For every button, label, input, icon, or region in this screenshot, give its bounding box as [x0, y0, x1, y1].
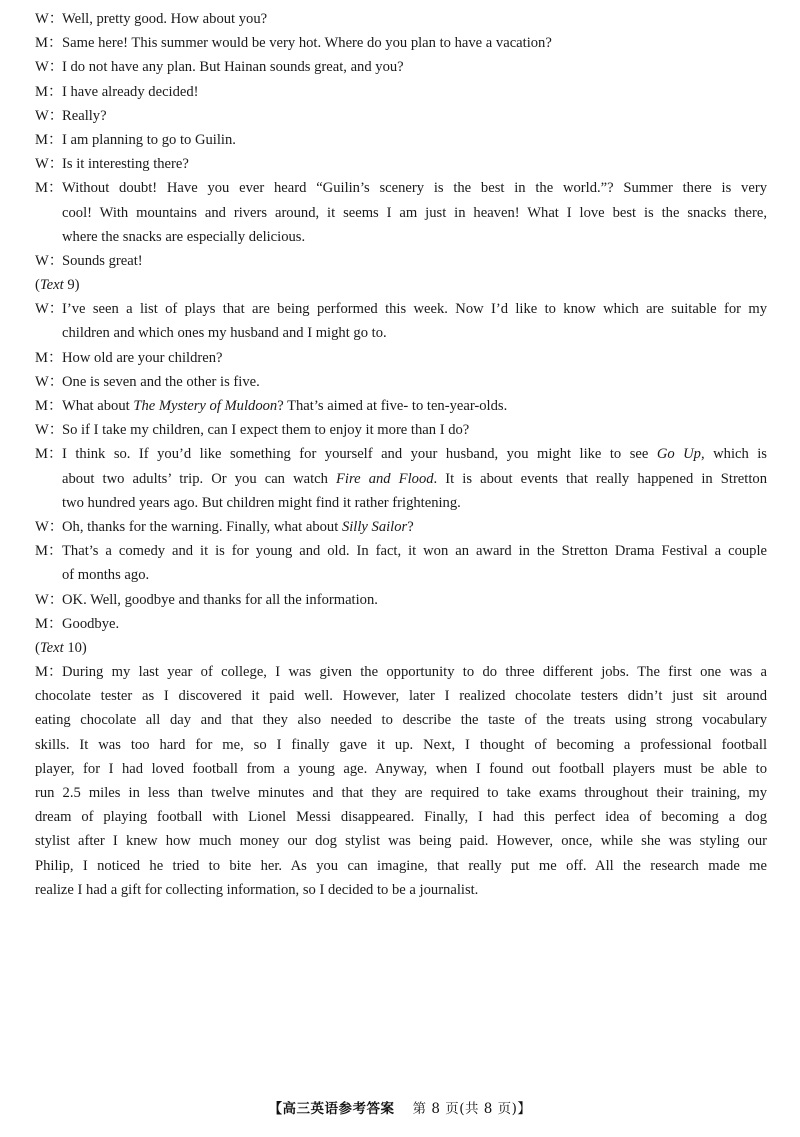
- speaker-label: W：: [35, 59, 64, 76]
- dialogue-line: [35, 31, 767, 55]
- dialogue-line: [35, 612, 767, 636]
- dialogue-text: Is it interesting there?: [62, 156, 189, 173]
- speaker-label: W：: [35, 11, 64, 27]
- speaker-label: W：: [35, 422, 64, 439]
- dialogue-line: [35, 104, 767, 128]
- dialogue-continuation: [35, 321, 767, 345]
- dialogue-line: [35, 346, 767, 370]
- dialogue-line: [35, 418, 767, 442]
- dialogue-text: Really?: [62, 107, 107, 124]
- dialogue-text: One is seven and the other is five.: [62, 373, 260, 390]
- dialogue-line: W：Oh, thanks for the warning. Finally, what about Silly Sailor?: [35, 515, 767, 539]
- dialogue-text: Well, pretty good. How about you?: [62, 11, 268, 27]
- dialogue-line: [35, 55, 767, 79]
- dialogue-text: So if I take my children, can I expect them to enjoy it more than I do?: [62, 422, 470, 439]
- monologue-line: dream of playing football with Lionel Messi disappeared. Finally, I had this perfect idea of becoming a dog: [35, 809, 767, 826]
- dialogue-line: [35, 249, 767, 273]
- dialogue-continuation: [35, 563, 767, 587]
- dialogue-text: cool! With mountains and rivers around, it seems I am just in heaven! What I love best is the snacks there,: [62, 204, 767, 221]
- speaker-label: M：: [35, 615, 63, 632]
- dialogue-text: I’ve seen a list of plays that are being performed this week. Now I’d like to know which are suitable for my: [62, 301, 767, 318]
- play-title: Silly Sailor: [341, 518, 408, 535]
- speaker-label: W：: [35, 518, 64, 535]
- speaker-label: M：: [35, 180, 63, 197]
- dialogue-line: M：I think so. If you’d like something for yourself and your husband, you might like to see Go Up, which is: [35, 442, 767, 466]
- monologue-line: Philip, I noticed he tried to bite her. As you can imagine, that really put me off. All the research made me: [35, 857, 767, 874]
- document-page: [35, 7, 767, 902]
- monologue-line: [35, 660, 767, 684]
- dialogue-line: [35, 80, 767, 104]
- dialogue-text: I do not have any plan. But Hainan sounds great, and you?: [62, 59, 404, 76]
- speaker-label: W：: [35, 107, 64, 124]
- speaker-label: M：: [35, 543, 63, 560]
- section-heading-text-9: (Text 9): [35, 277, 80, 294]
- dialogue-text: Without doubt! Have you ever heard “Guilin’s scenery is the best in the world.”? Summer there is very: [62, 180, 767, 197]
- speaker-label: M：: [35, 446, 63, 463]
- speaker-label: M：: [35, 83, 63, 100]
- speaker-label: M：: [35, 664, 63, 681]
- monologue-line: skills. It was too hard for me, so I finally gave it up. Next, I thought of becoming a professional football: [35, 736, 767, 753]
- dialogue-text: How old are your children?: [62, 349, 223, 366]
- dialogue-text: That’s a comedy and it is for young and old. In fact, it won an award in the Stretton Drama Festival a couple: [62, 543, 767, 560]
- speaker-label: M：: [35, 398, 63, 414]
- page-number: 第 8 页(共 8 页)】: [412, 1101, 532, 1117]
- play-title: Go Up: [656, 446, 701, 463]
- dialogue-line: [35, 128, 767, 152]
- dialogue-line: [35, 297, 767, 321]
- dialogue-text: two hundred years ago. But children might find it rather frightening.: [62, 494, 461, 511]
- speaker-label: W：: [35, 591, 64, 608]
- monologue-line: eating chocolate all day and that they also needed to describe the taste of the treats using strong vocabulary: [35, 712, 767, 729]
- speaker-label: W：: [35, 301, 64, 318]
- dialogue-continuation: [35, 491, 767, 515]
- speaker-label: W：: [35, 156, 64, 173]
- dialogue-line: [35, 539, 767, 563]
- speaker-label: W：: [35, 252, 64, 269]
- monologue-line: player, for I had loved football from a young age. Anyway, when I found out football players must be able to: [35, 760, 767, 777]
- play-title: Fire and Flood: [336, 470, 434, 487]
- dialogue-continuation: about two adults’ trip. Or you can watch Fire and Flood. It is about events that really happened in Stretton: [62, 470, 767, 487]
- dialogue-line: [35, 176, 767, 200]
- dialogue-line: [35, 588, 767, 612]
- dialogue-text: where the snacks are especially delicious.: [62, 228, 306, 245]
- dialogue-text: children and which ones my husband and I might go to.: [62, 325, 387, 342]
- page-footer: [0, 1097, 800, 1117]
- monologue-text: During my last year of college, I was given the opportunity to do three different jobs. The first one was a: [62, 664, 767, 681]
- dialogue-text: Goodbye.: [62, 615, 120, 632]
- dialogue-continuation: [35, 201, 767, 225]
- dialogue-text: Sounds great!: [62, 252, 143, 269]
- section-heading-text-10: (Text 10): [35, 639, 87, 656]
- dialogue-line: [35, 7, 767, 31]
- dialogue-line: [35, 152, 767, 176]
- footer-title: 【高三英语参考答案: [268, 1101, 395, 1117]
- play-title: The Mystery of Muldoon: [133, 398, 278, 414]
- dialogue-text: OK. Well, goodbye and thanks for all the information.: [62, 591, 378, 608]
- speaker-label: M：: [35, 35, 63, 52]
- dialogue-text: Same here! This summer would be very hot. Where do you plan to have a vacation?: [62, 35, 552, 52]
- dialogue-continuation: [35, 225, 767, 249]
- dialogue-line: M：What about The Mystery of Muldoon? That’s aimed at five- to ten-year-olds.: [35, 394, 767, 418]
- dialogue-line: [35, 370, 767, 394]
- speaker-label: M：: [35, 131, 63, 148]
- dialogue-text: of months ago.: [62, 567, 150, 584]
- dialogue-text: I am planning to go to Guilin.: [62, 131, 236, 148]
- speaker-label: M：: [35, 349, 63, 366]
- monologue-line: chocolate tester as I discovered it paid well. However, later I realized chocolate testers didn’t just sit around: [35, 688, 767, 705]
- monologue-line: run 2.5 miles in less than twelve minutes and that they are required to take exams throughout their training, my: [35, 785, 767, 801]
- monologue-line: stylist after I knew how much money our dog stylist was being paid. However, once, while she was styling our: [35, 833, 767, 850]
- monologue-line: realize I had a gift for collecting information, so I decided to be a journalist.: [35, 881, 479, 898]
- dialogue-text: I have already decided!: [62, 83, 199, 100]
- speaker-label: W：: [35, 373, 64, 390]
